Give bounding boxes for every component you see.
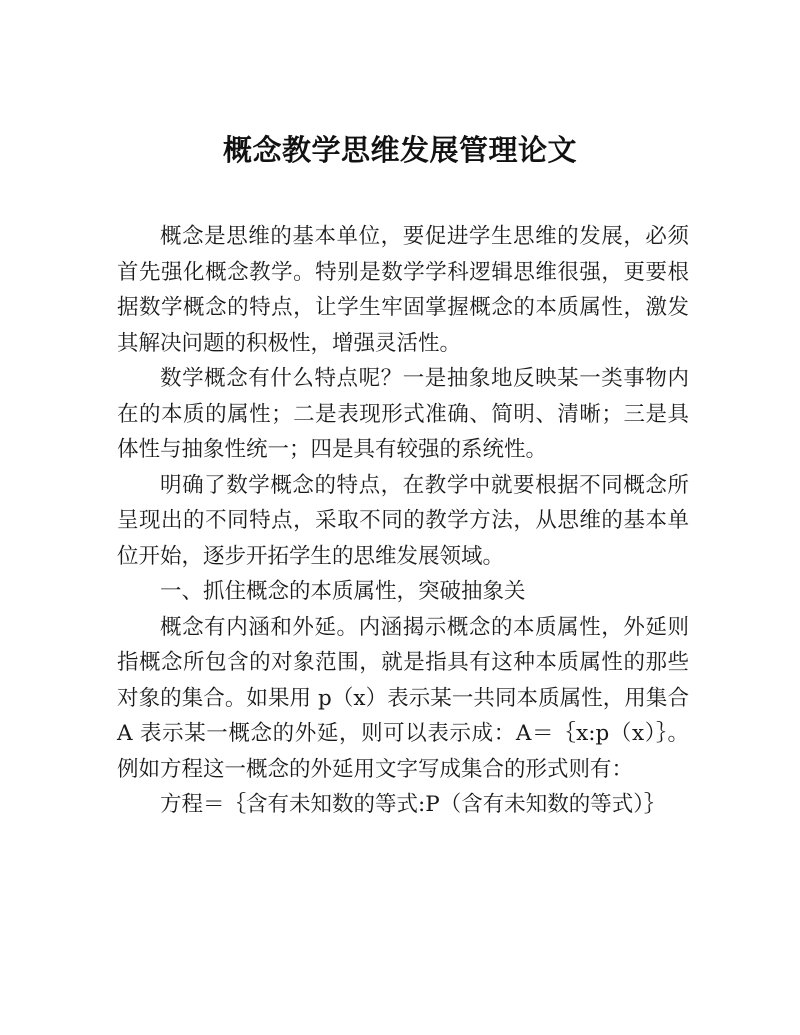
paragraph-intro: 概念是思维的基本单位，要促进学生思维的发展，必须首先强化概念教学。特别是数学学科逻辑思维很强，更要根据数学概念的特点，让学生牢固掌握概念的本质属性，激发其解决问题的积极性，增强灵活性。	[117, 224, 689, 356]
paragraph-connotation: 概念有内涵和外延。内涵揭示概念的本质属性，外延则指概念所包含的对象范围，就是指具有这种本质属性的那些对象的集合。如果用 p（x）表示某一共同本质属性，用集合 A 表示某一概念的外延，则可以表示成：A＝｛x:p（x）｝。例如方程这一概念的外延用文字写成集合的形式则有：	[117, 614, 689, 782]
document-body	[117, 219, 689, 823]
paragraph-characteristics: 数学概念有什么特点呢？一是抽象地反映某一类事物内在的本质的属性；二是表现形式准确、简明、清晰；三是具体性与抽象性统一；四是具有较强的系统性。	[117, 366, 689, 462]
paragraph-equation-set: 方程＝｛含有未知数的等式:P（含有未知数的等式）｝	[160, 792, 666, 817]
paragraph-methods: 明确了数学概念的特点，在教学中就要根据不同概念所呈现出的不同特点，采取不同的教学方法，从思维的基本单位开始，逐步开拓学生的思维发展领域。	[117, 472, 689, 569]
document-title: 概念教学思维发展管理论文	[222, 133, 577, 167]
section-heading: 一、抓住概念的本质属性，突破抽象关	[160, 579, 526, 604]
